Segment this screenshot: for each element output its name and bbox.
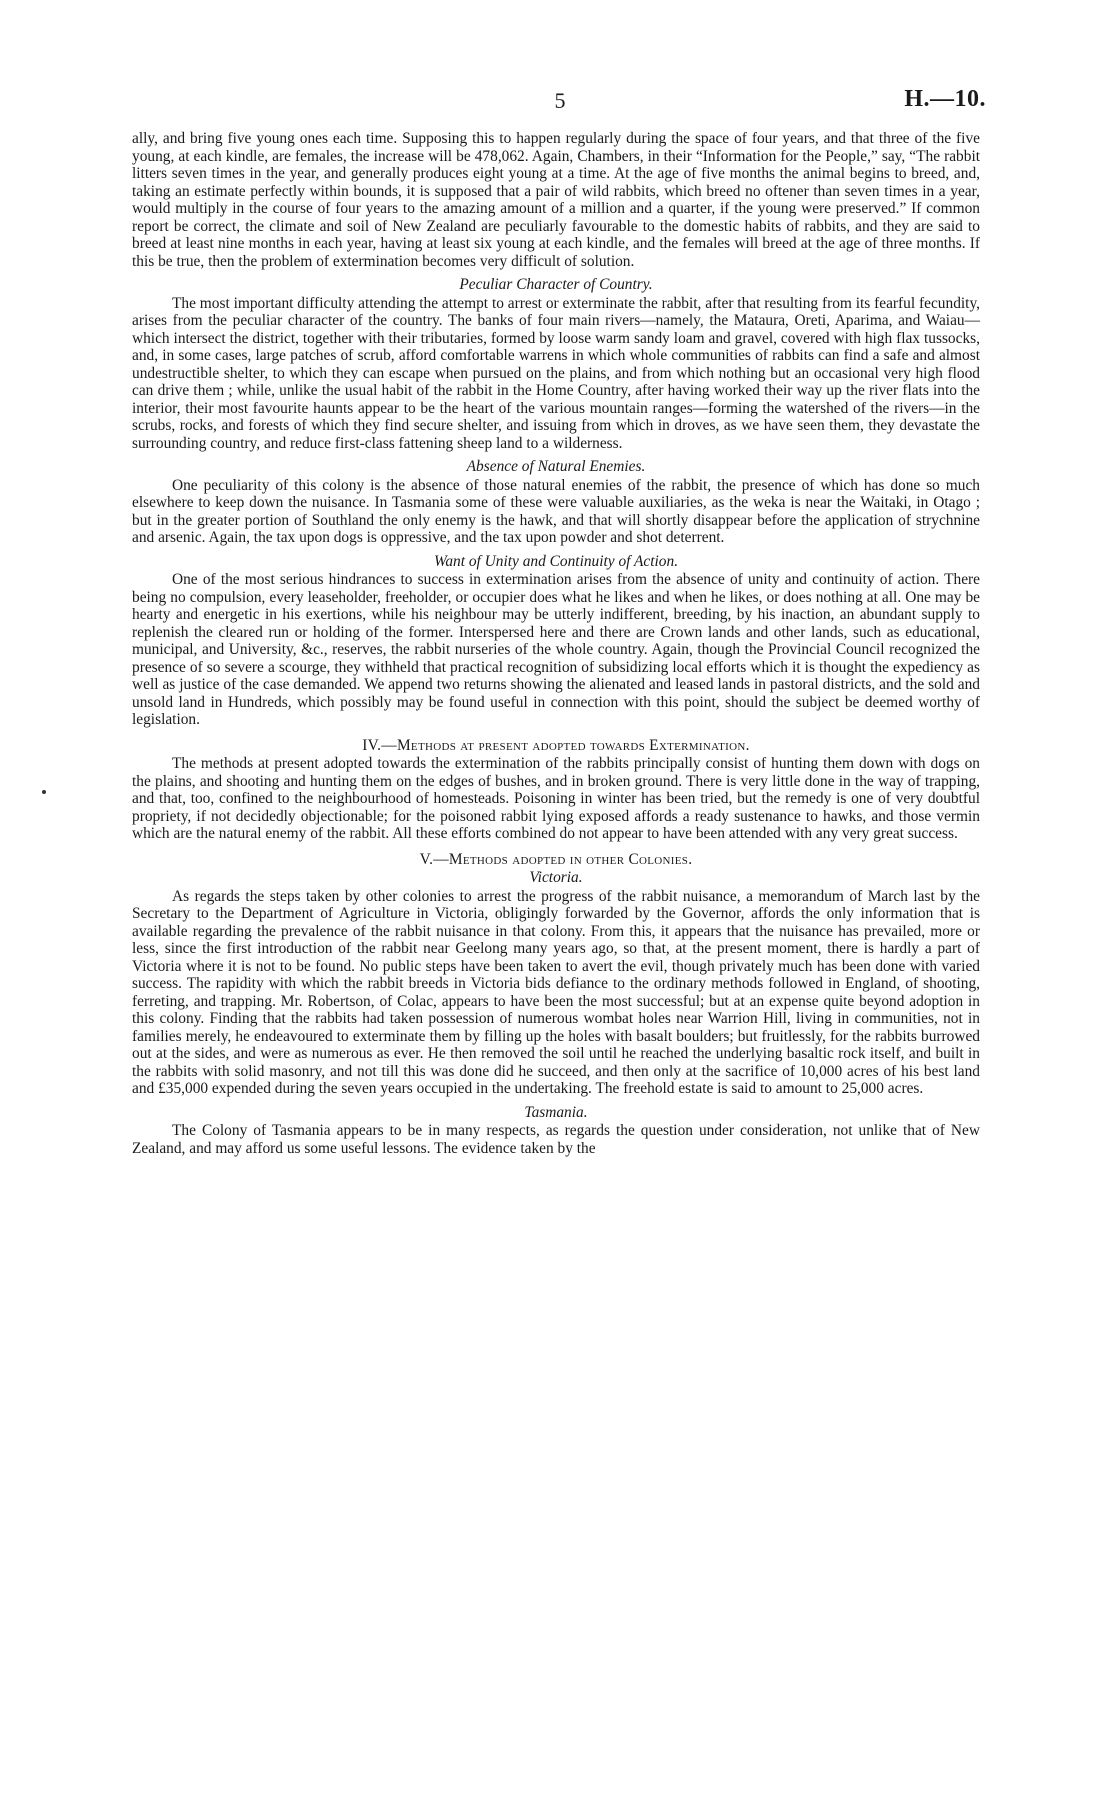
paragraph-tasmania: The Colony of Tasmania appears to be in many respects, as regards the question under consideration, not unlike that of New Zealand, and may afford us some useful lessons. The evidence taken by the [132, 1122, 980, 1157]
paragraph-absence-of-enemies: One peculiarity of this colony is the absence of those natural enemies of the rabbit, the presence of which has done so much elsewhere to keep down the nuisance. In Tasmania some of these were valuable auxiliaries, as the weka is near the Waitaki, in Otago ; but in the greater portion of Southland the only enemy is the hawk, and that will shortly disappear before the application of strychnine and arsenic. Again, the tax upon dogs is oppressive, and the tax upon powder and shot deterrent. [132, 476, 980, 546]
heading-section-iv: IV.—Methods at present adopted towards Extermination. [362, 736, 750, 754]
paragraph-peculiar-character: The most important difficulty attending the attempt to arrest or exterminate the rabbit, after that resulting from its fearful fecundity, arises from the peculiar character of the country. The banks of four main rivers—namely, the Mataura, Oreti, Aparima, and Waiau—which intersect the district, together with their tributaries, formed by loose warm sandy loam and gravel, covered with high flax tussocks, and, in some cases, large patches of scrub, afford comfortable warrens in which whole communities of rabbits can find a safe and almost undestructible shelter, to which they can escape when pursued on the plains, and from which nothing but an occasional very high flood can drive them ; while, unlike the usual habit of the rabbit in the Home Country, after having worked their way up the river flats into the interior, their most favourite haunts appear to be the heart of the various mountain ranges—forming the watershed of the rivers—in the scrubs, rocks, and forests of which they find secure shelter, and issuing from which in droves, as we have seen them, they devastate the surrounding country, and reduce first-class fattening sheep land to a wilderness. [132, 294, 980, 452]
heading-section-v: V.—Methods adopted in other Colonies. [419, 850, 693, 868]
heading-peculiar-character: Peculiar Character of Country. [459, 276, 653, 293]
body-text [132, 130, 980, 1157]
heading-want-of-unity: Want of Unity and Continuity of Action. [433, 552, 679, 570]
paragraph-section-iv: The methods at present adopted towards the extermination of the rabbits principally consist of hunting them down with dogs on the plains, and shooting and hunting them on the edges of bushes, and in broken ground. There is very little done in the way of trapping, and that, too, confined to the neighbourhood of homesteads. Poisoning in winter has been tried, but the remedy is one of very doubtful propriety, if not decidedly objectionable; for the poisoned rabbit lying exposed affords a ready sustenance to hawks, and those vermin which are the natural enemy of the rabbit. All these efforts combined do not appear to have been attended with any very great success. [132, 755, 980, 842]
heading-victoria: Victoria. [529, 869, 583, 886]
paragraph-victoria: As regards the steps taken by other colonies to arrest the progress of the rabbit nuisance, a memorandum of March last by the Secretary to the Department of Agriculture in Victoria, obligingly forwarded by the Governor, affords the only information that is available regarding the prevalence of the rabbit nuisance in that colony. From this, it appears that the nuisance has prevailed, more or less, since the first introduction of the rabbit near Geelong many years ago, so that, at the present moment, there is hardly a part of Victoria where it is not to be found. No public steps have been taken to avert the evil, though privately much has been done with varied success. The rapidity with which the rabbit breeds in Victoria bids defiance to the ordinary methods followed in England, of shooting, ferreting, and trapping. Mr. Robertson, of Colac, appears to have been the most successful; but at an expense quite beyond adoption in this colony. Finding that the rabbits had taken possession of numerous wombat holes near Warrion Hill, living in communities, not in families merely, he endeavoured to exterminate them by filling up the holes with basalt boulders; but fruitlessly, for the rabbits burrowed out at the sides, and were as numerous as ever. He then removed the soil until he reached the underlying basaltic rock itself, and built in the rabbits with solid masonry, and not till this was done did he succeed, and then only at the sacrifice of 10,000 acres of his best land and £35,000 expended during the seven years occupied in the undertaking. The freehold estate is said to amount to 25,000 acres. [132, 887, 980, 1097]
document-reference: H.—10. [904, 86, 986, 112]
heading-absence-of-enemies: Absence of Natural Enemies. [466, 458, 646, 475]
heading-tasmania: Tasmania. [524, 1103, 588, 1121]
paragraph-intro: ally, and bring five young ones each time. Supposing this to happen regularly during the space of four years, and that three of the five young, at each kindle, are females, the increase will be 478,062. Again, Chambers, in their “Information for the People,” say, “The rabbit litters seven times in the year, and generally produces eight young at a time. At the age of five months the animal begins to breed, and, taking an estimate perfectly within bounds, it is supposed that a pair of wild rabbits, which breed no oftener than seven times in a year, would multiply in the course of four years to the amazing amount of a million and a quarter, if the young were preserved.” If common report be correct, the climate and soil of New Zealand are peculiarly favourable to the domestic habits of rabbits, and they are said to breed at least nine months in each year, having at least six young at each kindle, and the females will breed at the age of three months. If this be true, then the problem of extermination becomes very difficult of solution. [132, 130, 980, 270]
margin-dot [42, 790, 46, 794]
paragraph-want-of-unity: One of the most serious hindrances to success in extermination arises from the absence of unity and continuity of action. There being no compulsion, every leaseholder, freeholder, or occupier does what he likes and when he likes, or does nothing at all. One may be hearty and energetic in his exertions, while his neighbour may be utterly indifferent, breeding, by his inaction, an abundant supply to replenish the cleared run or holding of the former. Interspersed here and there are Crown lands and other lands, such as educational, municipal, and University, &c., reserves, the rabbit nurseries of the whole country. Again, though the Provincial Council recognized the presence of so severe a scourge, they withheld that practical recognition of subsidizing local efforts which it is thought the expediency as well as justice of the case demanded. We append two returns showing the alienated and leased lands in pastoral districts, and the sold and unsold land in Hundreds, which possibly may be found useful in connection with this point, should the subject be deemed worthy of legislation. [132, 571, 980, 728]
page-number: 5 [554, 88, 566, 113]
